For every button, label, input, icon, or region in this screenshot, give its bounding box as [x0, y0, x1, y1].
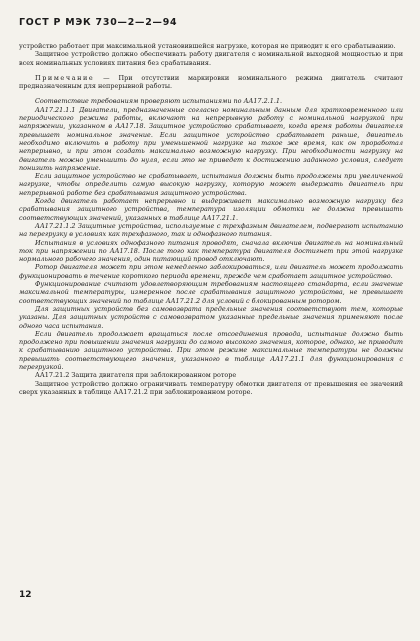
note-label: Примечание [35, 73, 95, 82]
paragraph: Функционирование считают удовлетворяющим требованиям настоящего стандарта, если значение максимальной температуры, измеренное после срабатывания защитного устройства, не превышает соответствующих значений по таблице АА17.21.2 для условий с блокированным ротором. [19, 280, 403, 305]
clause-heading-AA17-21-2: АА17.21.2 Защита двигателя при заблокированном роторе [35, 371, 237, 380]
paragraph: Если защитное устройство не срабатывает, испытания должны быть продолжены при увеличенной нагрузке, чтобы определить самую высокую нагрузку, которую может выдержать двигатель при непрерывной работе без срабатывания защитного устройства. [19, 172, 403, 197]
note-text: — При отсутствии маркировки номинального режима двигатель считают предназначенным для непрерывной работы. [19, 73, 403, 91]
paragraph-continuation: устройство работает при максимальной установившейся нагрузке, которая не приводит к его срабатыванию. [19, 42, 396, 50]
paragraph: Ротор двигателя может при этом немедленно заблокироваться, или двигатель может продолжать функционировать в течение короткого периода времени, прежде чем сработает защитное устройство. [19, 263, 403, 280]
compliance-paragraph: Соответствие требованиям проверяют испытаниями по АА17.2.1.1. [35, 97, 283, 106]
paragraph: Защитное устройство должно обеспечивать работу двигателя с номинальной выходной мощностью и при всех номинальных условиях питания без срабатывания. [19, 50, 403, 67]
paragraph: Защитное устройство должно ограничивать температуру обмотки двигателя от превышения ее значений сверх указанных в таблице АА17.21.2 при заблокированном роторе. [19, 379, 403, 396]
note-paragraph [19, 74, 403, 91]
paragraph: Испытания в условиях однофазного питания проводят, сначала включив двигатель на номинальный ток при напряжении по АА17.18. После того как температура двигателя достигнет при этой нагрузке нормального рабочего значения, один питающий провод отключают. [19, 238, 403, 264]
document-body [19, 42, 403, 396]
paragraph: Когда двигатель работает непрерывно и выдерживает максимально возможную нагрузку без срабатывания защитного устройства, температура изоляции обмотки не должна превышать соответствующих значений, указанных в таблице АА17.21.1. [19, 197, 403, 222]
page-number: 12 [19, 590, 32, 600]
clause-AA17-21-1-1: АА17.21.1.1 Двигатели, предназначенные согласно номинальным данным для кратковременного или периодического режима работы, включают на непрерывную работу с номинальной нагрузкой при напряжении, указанном в АА17.18. Защитное устройство срабатывает, когда время работы двигателя превышает номинальное значение. Если защитное устройство срабатывает раньше, двигатель необходимо включить в работу при уменьшенной нагрузке на такое же время, как он проработал непрерывно, и при этом создать максимально возможную нагрузку. При необходимости нагрузку на двигатель можно уменьшить до нуля, если это не приведет к достижению заданного условия, следует понизить напряжение. [19, 105, 403, 172]
paragraph: Если двигатель продолжает вращаться после отсоединения провода, испытание должно быть продолжено при повышении значения нагрузки до самого высокого значения, которое, однако, не приводит к срабатыванию защитного устройства. При этом режиме максимальные температуры не должны превышать соответствующего значения, указанного в таблице АА17.21.1 для функционирования с перегрузкой. [19, 329, 403, 371]
clause-AA17-21-1-2: АА17.21.1.2 Защитные устройства, используемые с трехфазным двигателем, подвергают испытанию на перегрузку в условиях как трехфазного, так и однофазного питания. [19, 221, 403, 239]
standard-header: ГОСТ Р МЭК 730—2—2—94 [19, 17, 178, 28]
paragraph: Для защитных устройств без самовозврата предельные значения соответствуют тем, которые указаны. Для защитных устройств с самовозвратом указанные предельные значения применяют после одного часа испытания. [19, 304, 403, 330]
